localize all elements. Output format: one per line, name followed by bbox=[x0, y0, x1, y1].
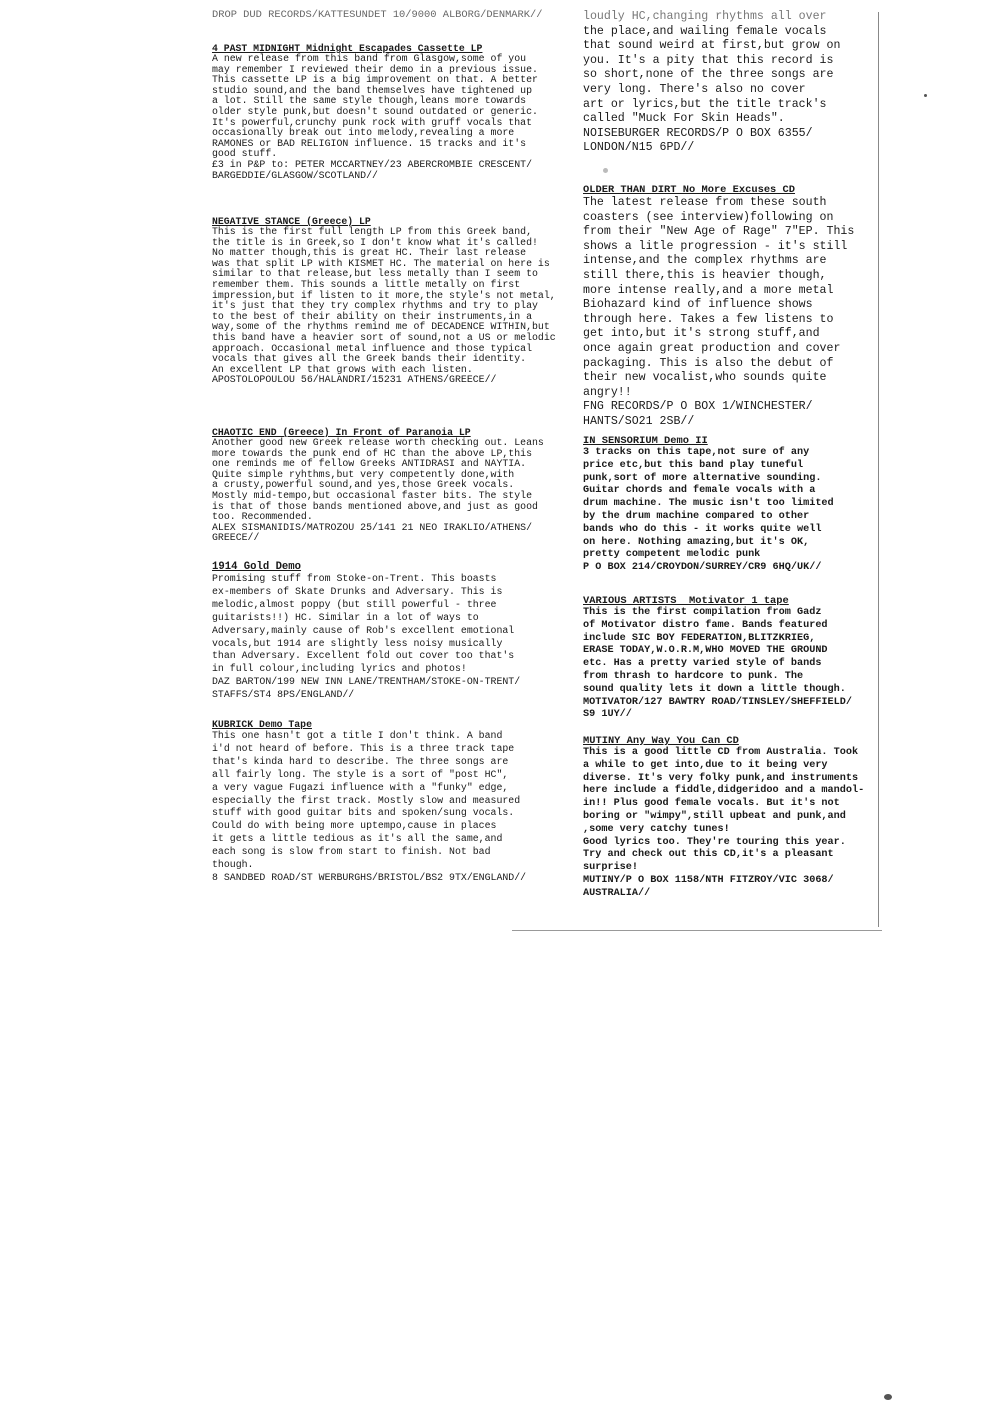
review-line: Good lyrics too. They're touring this year. bbox=[583, 836, 846, 848]
review-line: stuff with good guitar bits and spoken/sung vocals. bbox=[212, 807, 515, 819]
review-line: older style punk,but doesn't sound outdated or generic. bbox=[212, 105, 538, 117]
review-line: drum machine. The music isn't too limited bbox=[583, 498, 834, 510]
review-line: may remember I reviewed their demo in a previous issue. bbox=[212, 63, 538, 75]
review-line: remember them. This sounds a little metally on first bbox=[212, 278, 521, 290]
review-line: approach. Occasional metal influence and those typical bbox=[212, 342, 533, 354]
review-title: 1914 Gold Demo bbox=[212, 561, 302, 573]
review-line: guitarists!!) HC. Similar in a lot of ways to bbox=[212, 611, 479, 623]
review-line: so short,none of the three songs are bbox=[583, 68, 834, 82]
review-line: ERASE TODAY,W.O.R.M,WHO MOVED THE GROUND bbox=[583, 645, 828, 657]
review-line: An excellent LP that grows with each listen. bbox=[212, 363, 473, 375]
review-chaotic-end bbox=[212, 427, 544, 544]
review-line: MUTINY/P O BOX 1158/NTH FITZROY/VIC 3068/ bbox=[583, 874, 834, 886]
review-kubrick bbox=[212, 719, 526, 885]
review-line: Adversary,mainly cause of Rob's excellent emotional bbox=[212, 624, 515, 636]
review-line: Guitar chords and female vocals with a bbox=[583, 485, 816, 497]
review-in-sensorium bbox=[583, 435, 834, 575]
review-line: RAMONES or BAD RELIGION influence. 15 tracks and it's bbox=[212, 137, 527, 149]
review-line: Quite simple ryhthms,but very competently done,with bbox=[212, 468, 515, 480]
review-line: BARGEDDIE/GLASGOW/SCOTLAND// bbox=[212, 169, 378, 181]
review-title: CHAOTIC END (Greece) In Front of Paranoia LP bbox=[212, 427, 471, 438]
review-line: This cassette LP is a big improvement on that. A better bbox=[212, 74, 538, 86]
review-line: S9 1UY// bbox=[583, 709, 632, 721]
review-line: Mostly mid-tempo,but occasional faster bits. The style bbox=[212, 489, 533, 501]
review-line: a crusty,powerful sound,and yes,those Greek vocals. bbox=[212, 479, 515, 491]
review-line: each song is slow from start to finish. Not bad bbox=[212, 846, 491, 858]
review-line: very long. There's also no cover bbox=[583, 82, 806, 96]
review-line: A new release from this band from Glasgow,some of you bbox=[212, 53, 527, 64]
review-line: etc. Has a pretty varied style of bands bbox=[583, 658, 822, 670]
review-line: diverse. It's very folky punk,and instruments bbox=[583, 772, 859, 784]
review-line: of Motivator distro fame. Bands featured bbox=[583, 619, 828, 631]
review-line: NOISEBURGER RECORDS/P O BOX 6355/ bbox=[583, 126, 813, 140]
review-line: by the drum machine compared to other bbox=[583, 510, 810, 522]
review-line: was that split LP with KISMET HC. The material on here is bbox=[212, 257, 550, 269]
review-line: 8 SANDBED ROAD/ST WERBURGHS/BRISTOL/BS2 9TX/ENGLAND// bbox=[212, 871, 527, 883]
review-line: intense,and the complex rhythms are bbox=[583, 254, 827, 268]
review-line: called "Muck For Skin Heads". bbox=[583, 112, 785, 126]
review-line: than Adversary. Excellent fold out cover too that's bbox=[212, 650, 515, 662]
review-mutiny bbox=[583, 735, 864, 901]
review-line: bands who do this - it works quite well bbox=[583, 523, 822, 535]
scan-speck bbox=[884, 1394, 892, 1400]
review-line: AUSTRALIA// bbox=[583, 887, 651, 899]
review-line: This is the first compilation from Gadz bbox=[583, 607, 822, 618]
review-line: a while to get into,due to it being very bbox=[583, 759, 828, 771]
review-line: in full colour,including lyrics and photos! bbox=[212, 663, 467, 675]
review-line: more intense really,and a more metal bbox=[583, 283, 834, 297]
review-line: MOTIVATOR/127 BAWTRY ROAD/TINSLEY/SHEFFIELD/ bbox=[583, 696, 852, 708]
review-title: OLDER THAN DIRT No More Excuses CD bbox=[583, 184, 796, 196]
scan-speck bbox=[924, 94, 927, 97]
review-line: 3 tracks on this tape,not sure of any bbox=[583, 447, 810, 458]
review-line: STAFFS/ST4 8PS/ENGLAND// bbox=[212, 689, 355, 701]
review-line: £3 in P&P to: PETER MCCARTNEY/23 ABERCROMBIE CRESCENT/ bbox=[212, 158, 533, 170]
review-1914 bbox=[212, 562, 520, 702]
scan-speck bbox=[603, 168, 608, 173]
review-line: surprise! bbox=[583, 862, 639, 874]
review-line: impression,but if listen to it more,the style's not metal, bbox=[212, 289, 556, 301]
review-title: 4 PAST MIDNIGHT Midnight Escapades Cassette LP bbox=[212, 43, 483, 54]
review-line: pretty competent melodic punk bbox=[583, 549, 761, 561]
review-line: in!! Plus good female vocals. But it's not bbox=[583, 798, 840, 810]
review-title: NEGATIVE STANCE (Greece) LP bbox=[212, 216, 371, 227]
review-line: Could do with being more uptempo,cause in places bbox=[212, 820, 497, 832]
header-address-line: DROP DUD RECORDS/KATTESUNDET 10/9000 ALBORG/DENMARK// bbox=[212, 9, 543, 21]
review-line: ex-members of Skate Drunks and Adversary. This is bbox=[212, 585, 503, 597]
review-line: Try and check out this CD,it's a pleasant bbox=[583, 849, 834, 861]
review-line: way,some of the rhythms remind me of DECADENCE WITHIN,but bbox=[212, 321, 550, 333]
review-line: a lot. Still the same style though,leans more towards bbox=[212, 95, 527, 107]
review-various-artists bbox=[583, 595, 852, 722]
review-line: This is the first full length LP from this Greek band, bbox=[212, 226, 533, 237]
review-line: FNG RECORDS/P O BOX 1/WINCHESTER/ bbox=[583, 400, 813, 414]
review-continued-noiseburger bbox=[583, 10, 840, 156]
review-line: from their "New Age of Rage" 7"EP. This bbox=[583, 225, 855, 239]
review-line: their new vocalist,who sounds quite bbox=[583, 371, 827, 385]
review-line: especially the first track. Mostly slow and measured bbox=[212, 794, 521, 806]
review-line: once again great production and cover bbox=[583, 341, 841, 355]
review-title: VARIOUS ARTISTS Motivator 1 tape bbox=[583, 595, 789, 607]
review-line: sound quality lets it down a little though. bbox=[583, 683, 846, 695]
review-line: more towards the punk end of HC than the above LP,this bbox=[212, 447, 533, 459]
review-line: you. It's a pity that this record is bbox=[583, 53, 834, 67]
review-title: IN SENSORIUM Demo II bbox=[583, 435, 708, 447]
review-line: Another good new Greek release worth checking out. Leans bbox=[212, 437, 544, 448]
review-line: packaging. This is also the debut of bbox=[583, 356, 834, 370]
page-edge-horizontal-line bbox=[512, 930, 882, 931]
review-line: HANTS/SO21 2SB// bbox=[583, 414, 695, 428]
review-line: it gets a little tedious as it's all the same,and bbox=[212, 833, 503, 845]
review-title: MUTINY Any Way You Can CD bbox=[583, 735, 739, 747]
review-line: similar to that release,but less metally than I seem to bbox=[212, 268, 538, 280]
review-line: art or lyrics,but the title track's bbox=[583, 97, 827, 111]
review-line: vocals that gives all the Greek bands their identity. bbox=[212, 353, 527, 365]
review-4-past-midnight bbox=[212, 43, 538, 181]
review-line: occasionally break out into melody,revealing a more bbox=[212, 127, 515, 139]
review-line: one reminds me of fellow Greeks ANTIDRASI and NAYTIA. bbox=[212, 458, 527, 470]
review-line: the title is in Greek,so I don't know what it's called! bbox=[212, 236, 538, 248]
review-line: ALEX SISMANIDIS/MATROZOU 25/141 21 NEO IRAKLIO/ATHENS/ bbox=[212, 521, 533, 533]
review-line: This one hasn't got a title I don't think. A band bbox=[212, 730, 503, 741]
review-line: all fairly long. The style is a sort of "post HC", bbox=[212, 768, 509, 780]
review-line: loudly HC,changing rhythms all over bbox=[583, 10, 827, 23]
review-line: This is a good little CD from Australia. Took bbox=[583, 747, 859, 758]
review-line: include SIC BOY FEDERATION,BLITZKRIEG, bbox=[583, 632, 816, 644]
review-line: here include a fiddle,didgeridoo and a mandol- bbox=[583, 785, 865, 797]
review-line: from thrash to hardcore to punk. The bbox=[583, 670, 804, 682]
review-line: good stuff. bbox=[212, 148, 278, 160]
review-line: that's kinda hard to describe. The three songs are bbox=[212, 755, 509, 767]
review-older-than-dirt bbox=[583, 184, 854, 430]
review-line: a very vague Fugazi influence with a "funky" edge, bbox=[212, 781, 509, 793]
review-line: P O BOX 214/CROYDON/SURREY/CR9 6HQ/UK// bbox=[583, 562, 822, 574]
review-line: the place,and wailing female vocals bbox=[583, 24, 827, 38]
review-line: though. bbox=[212, 859, 254, 871]
review-line: Promising stuff from Stoke-on-Trent. This boasts bbox=[212, 573, 497, 584]
review-negative-stance bbox=[212, 216, 556, 386]
review-line: punk,sort of more alternative sounding. bbox=[583, 472, 822, 484]
review-line: The latest release from these south bbox=[583, 196, 827, 209]
review-line: APOSTOLOPOULOU 56/HALANDRI/15231 ATHENS/GREECE// bbox=[212, 374, 497, 386]
review-line: vocals,but 1914 are slightly less noisy musically bbox=[212, 637, 503, 649]
review-line: it's just that they try complex rhythms and try to play bbox=[212, 300, 538, 312]
review-line: get into,but it's strong stuff,and bbox=[583, 327, 820, 341]
review-line: this band have a heavier sort of sound,not a US or melodic bbox=[212, 331, 556, 343]
review-line: on here. Nothing amazing,but it's OK, bbox=[583, 536, 810, 548]
review-line: No matter though,this is great HC. Their last release bbox=[212, 247, 527, 259]
review-line: It's powerful,crunchy punk rock with gruff vocals that bbox=[212, 116, 533, 128]
review-line: Biohazard kind of influence shows bbox=[583, 298, 813, 312]
review-line: is that of those bands mentioned above,and just as good bbox=[212, 500, 538, 512]
review-title: KUBRICK Demo Tape bbox=[212, 719, 312, 730]
review-line: to the best of their ability on their instruments,in a bbox=[212, 310, 533, 322]
review-line: boring or "wimpy",still upbeat and punk,and bbox=[583, 810, 846, 822]
review-line: melodic,almost poppy (but still powerful - three bbox=[212, 598, 497, 610]
page-edge-vertical-line bbox=[878, 12, 879, 927]
review-line: GREECE// bbox=[212, 532, 260, 544]
review-line: price etc,but this band play tuneful bbox=[583, 459, 804, 471]
review-line: DAZ BARTON/199 NEW INN LANE/TRENTHAM/STOKE-ON-TRENT/ bbox=[212, 676, 521, 688]
review-line: studio sound,and the band themselves have tightened up bbox=[212, 84, 533, 96]
review-line: coasters (see interview)following on bbox=[583, 210, 834, 224]
review-line: still there,this is heavier though, bbox=[583, 268, 827, 282]
review-line: shows a litle progression - it's still bbox=[583, 239, 848, 253]
review-line: i'd not heard of before. This is a three track tape bbox=[212, 742, 515, 754]
review-line: angry!! bbox=[583, 385, 632, 399]
review-line: too. Recommended. bbox=[212, 511, 313, 523]
review-line: ,some very catchy tunes! bbox=[583, 823, 730, 835]
review-line: that sound weird at first,but grow on bbox=[583, 39, 841, 53]
review-line: LONDON/N15 6PD// bbox=[583, 141, 695, 155]
review-line: through here. Takes a few listens to bbox=[583, 312, 834, 326]
